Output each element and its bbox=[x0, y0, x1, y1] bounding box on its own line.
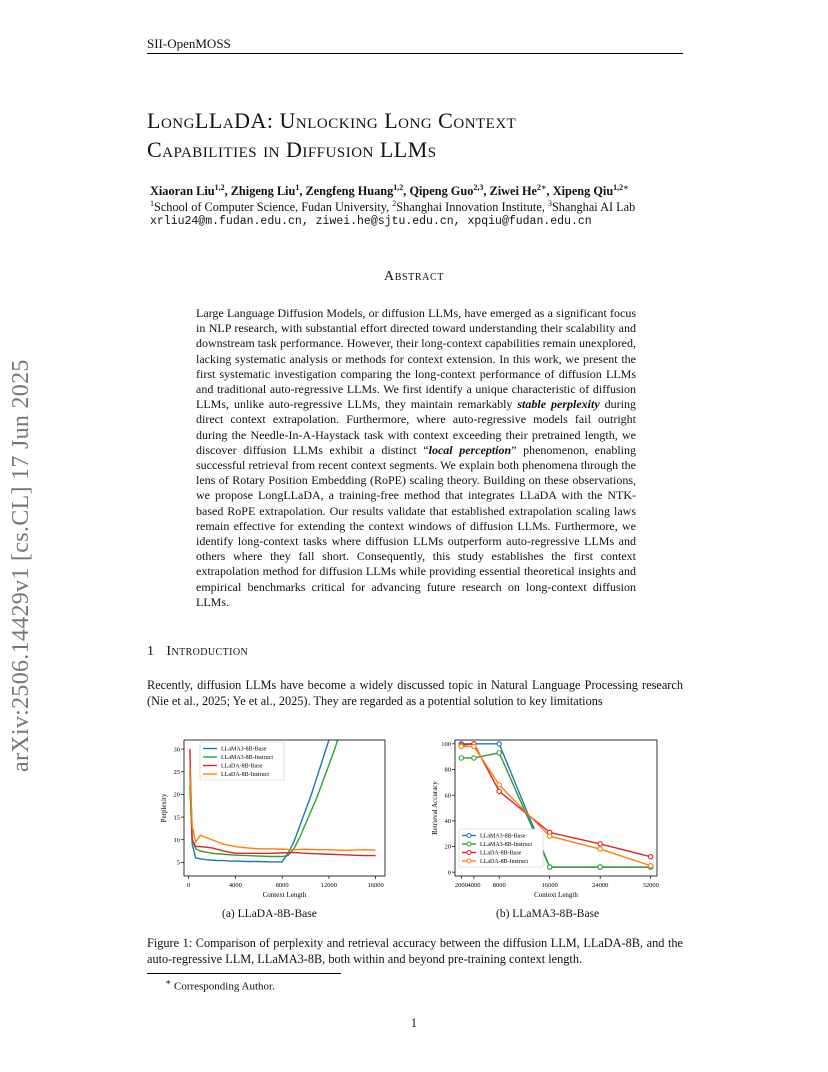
abstract-text: during direct context extrapolation. Furthermore, where auto-regressive models fail outright during the Needle-In-A-Haystack task with context exceeding their pretrained length, we discover diffusion LLMs exhibit a distinct “ bbox=[196, 397, 636, 457]
paper-title bbox=[147, 106, 707, 164]
legend-label: LLaDA-8B-Instruct bbox=[221, 772, 269, 779]
footnote bbox=[165, 977, 275, 993]
data-point bbox=[472, 756, 476, 760]
author-affil-mark: 1,2∗ bbox=[613, 183, 629, 192]
author-affil-mark: 1 bbox=[295, 183, 300, 192]
y-tick-label: 10 bbox=[173, 836, 180, 844]
author-name: Xiaoran Liu bbox=[150, 184, 215, 199]
intro-paragraph: Recently, diffusion LLMs have become a widely discussed topic in Natural Language Processing research (Nie et al., 2025; Ye et al., 2025). They are regarded as a potential solution to key limitations bbox=[147, 678, 683, 708]
legend bbox=[200, 742, 284, 780]
arxiv-stamp[interactable]: arXiv:2506.14429v1 [cs.CL] 17 Jun 2025 bbox=[8, 359, 34, 772]
legend-marker bbox=[467, 834, 471, 838]
x-tick-label: 12000 bbox=[320, 882, 338, 889]
perplexity-chart bbox=[158, 736, 393, 908]
x-tick-label: 4000 bbox=[228, 882, 242, 889]
author-name: Zhigeng Liu bbox=[230, 184, 296, 199]
data-point bbox=[648, 864, 652, 868]
y-tick-label: 15 bbox=[173, 814, 180, 822]
abstract-body bbox=[196, 306, 636, 610]
x-tick-label: 2000 bbox=[454, 882, 468, 889]
footnote-marker: ∗ bbox=[165, 977, 172, 987]
figure-caption: Figure 1: Comparison of perplexity and retrieval accuracy between the diffusion LLM, LLaDA-8B, and the auto-regressive LLM, LLaMA3-8B, both within and beyond pre-training context length. bbox=[147, 936, 683, 966]
affiliations bbox=[150, 199, 635, 215]
author-affil-mark: 2∗ bbox=[537, 183, 547, 192]
affiliation: School of Computer Science, Fudan University, bbox=[154, 200, 390, 215]
legend-label: LLaMA3-8B-Base bbox=[480, 833, 526, 840]
y-tick-label: 60 bbox=[444, 792, 451, 800]
legend-label: LLaMA3-8B-Instruct bbox=[480, 842, 532, 849]
abstract-heading: Abstract bbox=[384, 269, 444, 284]
data-point bbox=[497, 751, 501, 755]
y-axis-label: Retrieval Accuracy bbox=[431, 781, 439, 835]
abstract-text: ” phenomenon, enabling successful retrieval from recent context segments. We explain both phenomena through the lens of Rotary Position Embedding (RoPE) scaling theory. Building on these observations, we propose LongLLaDA, a training-free method that integrates LLaDA with the NTK-based RoPE extrapolation. Our results validate that established extrapolation scaling laws remain effective for extending the context windows of diffusion LLMs. Furthermore, we identify long-context tasks where diffusion LLMs outperform auto-regressive LLMs and others where they fall short. Consequently, this study establishes the first context extrapolation method for diffusion LLMs while providing essential theoretical insights and empirical benchmarks critical for advancing future research on long-context diffusion LLMs. bbox=[196, 442, 636, 609]
legend-label: LLaDA-8B-Instruct bbox=[480, 859, 528, 866]
x-tick-label: 8000 bbox=[275, 882, 289, 889]
author-emails: xrliu24@m.fudan.edu.cn, ziwei.he@sjtu.edu.cn, xpqiu@fudan.edu.cn bbox=[150, 215, 592, 228]
data-point bbox=[472, 744, 476, 748]
data-point bbox=[459, 756, 463, 760]
author-name: Zengfeng Huang bbox=[305, 184, 394, 199]
y-tick-label: 25 bbox=[173, 768, 180, 776]
data-point bbox=[598, 842, 602, 846]
header-rule bbox=[147, 53, 683, 54]
footnote-rule bbox=[147, 973, 341, 974]
x-tick-label: 24000 bbox=[592, 882, 609, 889]
x-tick-label: 0 bbox=[187, 882, 191, 889]
data-point bbox=[547, 834, 551, 838]
x-tick-label: 8000 bbox=[492, 882, 506, 889]
data-point bbox=[598, 847, 602, 851]
author-affil-mark: 1,2 bbox=[393, 183, 404, 192]
data-point bbox=[547, 865, 551, 869]
x-tick-label: 16000 bbox=[367, 882, 384, 889]
author-name: Ziwei He bbox=[489, 184, 537, 199]
retrieval-accuracy-chart bbox=[425, 736, 665, 908]
author-list: Xiaoran Liu$^{1,2}$, Zhigeng Liu$^1$, Zengfeng Huang$^{1,2}$, Qipeng Guo$^{2,3}$, Ziwei $He^{2∗}$, Xipeng Qiu$^{1,2∗}$ bbox=[150, 183, 629, 199]
author-affil-mark: 1,2 bbox=[214, 183, 225, 192]
section-number: 1 bbox=[147, 644, 155, 659]
data-point bbox=[497, 742, 501, 746]
x-axis-label: Context Length bbox=[534, 891, 578, 899]
affil-mark: 3 bbox=[547, 199, 552, 208]
affil-mark: 1 bbox=[150, 199, 154, 208]
data-point bbox=[459, 744, 463, 748]
y-tick-label: 30 bbox=[173, 746, 180, 754]
y-tick-label: 20 bbox=[444, 843, 451, 851]
data-point bbox=[598, 865, 602, 869]
title-line-2: Capabilities in Diffusion LLMs bbox=[147, 137, 437, 162]
affiliation: Shanghai AI Lab bbox=[551, 200, 636, 215]
data-point bbox=[497, 789, 501, 793]
subfigure-caption-a: (a) LLaDA-8B-Base bbox=[222, 908, 317, 920]
subfigure-caption-b: (b) LLaMA3-8B-Base bbox=[496, 908, 600, 920]
legend-marker bbox=[467, 859, 471, 863]
x-tick-label: 32000 bbox=[642, 882, 659, 889]
running-header: SII-OpenMOSS bbox=[147, 36, 231, 51]
y-axis-label: Perplexity bbox=[160, 793, 168, 823]
legend-marker bbox=[467, 851, 471, 855]
legend-marker bbox=[467, 842, 471, 846]
legend bbox=[459, 829, 543, 867]
data-point bbox=[497, 783, 501, 787]
section-heading bbox=[147, 644, 248, 660]
affiliation: Shanghai Innovation Institute, bbox=[396, 200, 545, 215]
abstract-emphasis: stable perplexity bbox=[517, 397, 600, 412]
legend-label: LLaDA-8B-Base bbox=[480, 850, 522, 857]
y-tick-label: 100 bbox=[441, 741, 451, 749]
y-tick-label: 20 bbox=[173, 791, 180, 799]
x-tick-label: 16000 bbox=[541, 882, 558, 889]
y-tick-label: 0 bbox=[447, 869, 451, 877]
page-number: 1 bbox=[410, 1016, 418, 1030]
y-tick-label: 5 bbox=[176, 859, 180, 867]
title-line-1: LongLLaDA: Unlocking Long Context bbox=[147, 108, 517, 133]
affil-mark: 2 bbox=[392, 199, 397, 208]
x-axis-label: Context Length bbox=[262, 891, 307, 899]
legend-label: LLaDA-8B-Base bbox=[221, 763, 263, 770]
section-title: Introduction bbox=[166, 644, 249, 659]
data-point bbox=[648, 855, 652, 859]
author-name: Xipeng Qiu bbox=[552, 184, 614, 199]
legend-label: LLaMA3-8B-Base bbox=[221, 746, 267, 753]
y-tick-label: 40 bbox=[444, 818, 451, 826]
x-tick-label: 4000 bbox=[467, 882, 481, 889]
abstract-text: Large Language Diffusion Models, or diffusion LLMs, have emerged as a significant focus in NLP research, with substantial effort directed toward understanding their scalability and downstream task performance. However, their long-context capabilities remain unexplored, lacking systematic analysis or methods for context extension. In this work, we present the first systematic investigation comparing the long-context performance of diffusion LLMs and traditional auto-regressive LLMs. We first identify a unique characteristic of diffusion LLMs, unlike auto-regressive LLMs, they maintain remarkably bbox=[196, 306, 636, 412]
abstract-emphasis: local perception bbox=[428, 442, 512, 457]
legend-label: LLaMA3-8B-Instruct bbox=[221, 755, 273, 762]
footnote-text: Corresponding Author. bbox=[173, 980, 275, 993]
y-tick-label: 80 bbox=[444, 766, 451, 774]
author-affil-mark: 2,3 bbox=[473, 183, 484, 192]
author-name: Qipeng Guo bbox=[409, 184, 474, 199]
